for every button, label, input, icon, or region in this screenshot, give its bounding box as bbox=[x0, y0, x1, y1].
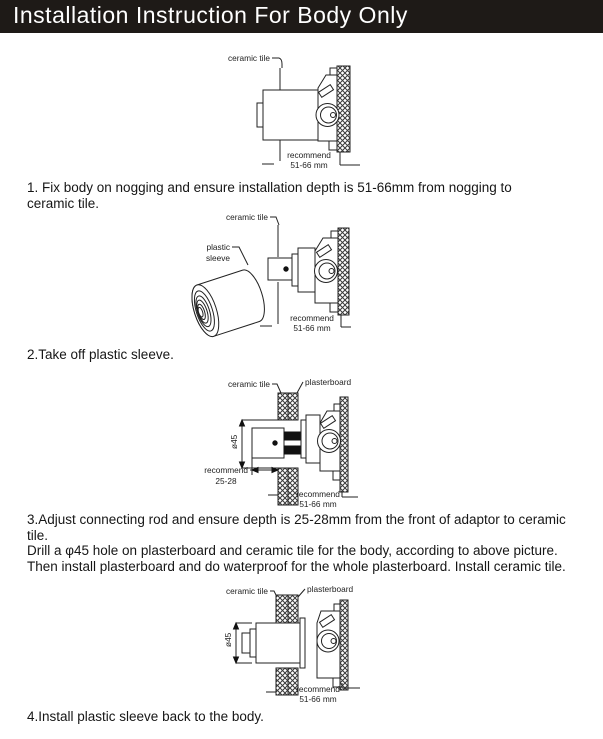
label-hole-dia: ø45 bbox=[229, 434, 239, 449]
label-ceramic-tile: ceramic tile bbox=[226, 586, 268, 596]
step-1-text: 1. Fix body on nogging and ensure installation depth is 51-66mm from nogging to ceramic tile. bbox=[27, 180, 512, 211]
label-depth-51-66: 51-66 mm bbox=[299, 499, 337, 509]
diagram-step-3 bbox=[180, 373, 410, 513]
label-recommend: recommend bbox=[296, 489, 340, 499]
diagram-step-2 bbox=[175, 210, 400, 345]
plastic-sleeve bbox=[187, 267, 270, 340]
dimension-tick bbox=[340, 152, 360, 165]
leader-line bbox=[272, 58, 282, 68]
step-2-text: 2.Take off plastic sleeve. bbox=[27, 347, 174, 362]
nogging-wall-hatch bbox=[337, 66, 350, 152]
label-recommend: recommend bbox=[296, 684, 340, 694]
nogging-wall-hatch bbox=[340, 600, 348, 690]
label-depth-51-66: 51-66 mm bbox=[293, 323, 331, 333]
label-recommend: recommend bbox=[290, 313, 334, 323]
label-plasterboard: plasterboard bbox=[305, 377, 352, 387]
leader-line-plasterboard bbox=[297, 382, 303, 393]
page-title: Installation Instruction For Body Only bbox=[13, 2, 408, 28]
label-ceramic-tile: ceramic tile bbox=[228, 53, 270, 63]
dimension-tick bbox=[341, 315, 351, 327]
leader-line-sleeve bbox=[232, 247, 248, 265]
leader-line bbox=[270, 217, 279, 225]
label-depth-51-66: 51-66 mm bbox=[290, 160, 328, 170]
label-plasterboard: plasterboard bbox=[307, 584, 354, 594]
nogging-wall-hatch bbox=[338, 228, 349, 315]
label-depth-51-66: 51-66 mm bbox=[299, 694, 337, 704]
valve-body bbox=[257, 68, 339, 150]
leader-line-plasterboard bbox=[298, 589, 305, 597]
step-4-text: 4.Install plastic sleeve back to the body. bbox=[27, 709, 264, 724]
nogging-wall-hatch bbox=[340, 397, 348, 492]
diagram-step-4 bbox=[190, 583, 410, 718]
label-ceramic-tile: ceramic tile bbox=[228, 379, 270, 389]
label-recommend-front: recommend bbox=[204, 465, 248, 475]
label-recommend: recommend bbox=[287, 150, 331, 160]
diagram-step-1 bbox=[200, 48, 370, 180]
leader-line bbox=[272, 384, 281, 393]
label-hole-dia: ø45 bbox=[223, 632, 233, 647]
label-plastic: plastic bbox=[206, 242, 230, 252]
label-front-depth: 25-28 bbox=[215, 476, 237, 486]
label-ceramic-tile: ceramic tile bbox=[226, 212, 268, 222]
step-3-text: 3.Adjust connecting rod and ensure depth is 25-28mm from the front of adaptor to ceramic tile. Drill a φ45 hole on plasterboard and ceramic tile for the body, according to above picture. Then install plasterboard and do waterproof for the whole plasterboard. Install ceramic tile. bbox=[27, 512, 566, 574]
label-sleeve: sleeve bbox=[206, 253, 230, 263]
title-bar bbox=[0, 0, 603, 33]
